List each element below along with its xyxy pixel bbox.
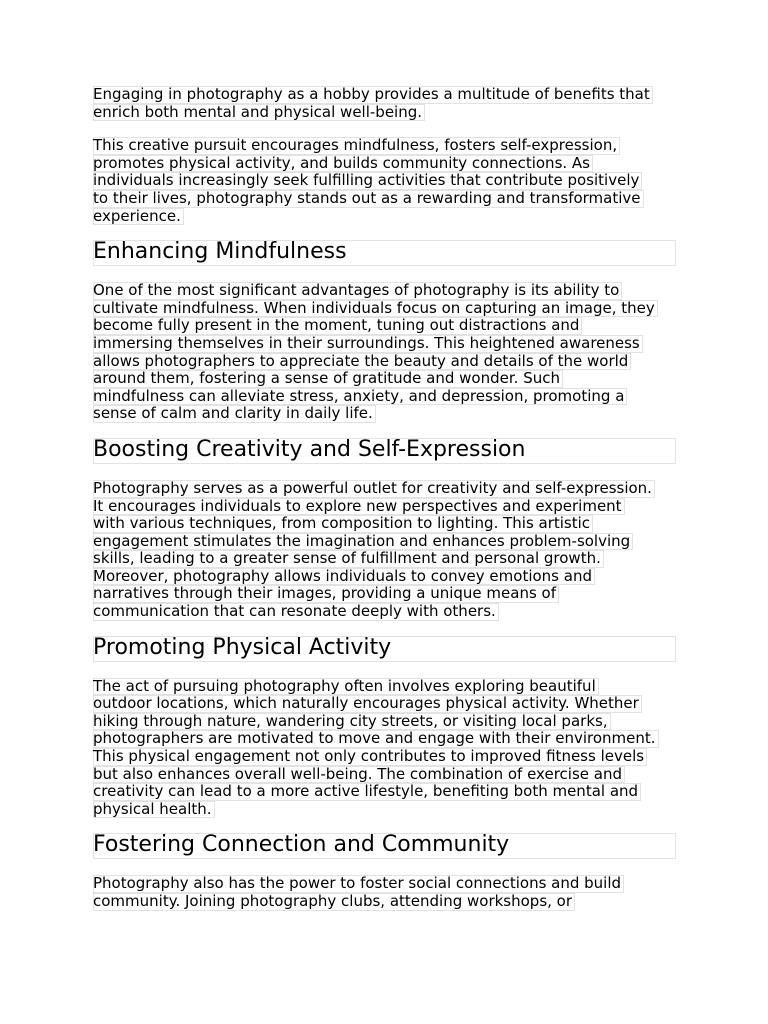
text-line: immersing themselves in their surroundings. This heightened awareness	[93, 335, 643, 353]
text-line: allows photographers to appreciate the beauty and details of the world	[93, 353, 631, 371]
text-line: around them, fostering a sense of gratitude and wonder. Such	[93, 370, 563, 388]
text-line: hiking through nature, wandering city streets, or visiting local parks,	[93, 713, 611, 731]
text-line: This physical engagement not only contributes to improved fitness levels	[93, 748, 647, 766]
section-paragraph-creativity	[93, 480, 676, 621]
intro-paragraph-2	[93, 137, 676, 225]
text-line: One of the most significant advantages of photography is its ability to	[93, 282, 622, 300]
text-line: enrich both mental and physical well-being.	[93, 104, 425, 122]
text-line: This creative pursuit encourages mindfulness, fosters self-expression,	[93, 137, 620, 155]
section-heading-community: Fostering Connection and Community	[93, 833, 676, 859]
text-line: Photography also has the power to foster social connections and build	[93, 875, 624, 893]
text-line: communication that can resonate deeply with others.	[93, 603, 499, 621]
text-line: community. Joining photography clubs, attending workshops, or	[93, 893, 575, 911]
text-line: Photography serves as a powerful outlet for creativity and self-expression.	[93, 480, 655, 498]
text-line: promotes physical activity, and builds community connections. As	[93, 155, 593, 173]
text-line: engagement stimulates the imagination and enhances problem-solving	[93, 533, 633, 551]
text-line: creativity can lead to a more active lifestyle, benefiting both mental and	[93, 783, 641, 801]
text-line: with various techniques, from composition to lighting. This artistic	[93, 515, 593, 533]
text-line: The act of pursuing photography often involves exploring beautiful	[93, 678, 599, 696]
text-line: photographers are motivated to move and engage with their environment.	[93, 730, 659, 748]
text-line: outdoor locations, which naturally encourages physical activity. Whether	[93, 695, 642, 713]
text-line: sense of calm and clarity in daily life.	[93, 405, 376, 423]
section-paragraph-community	[93, 875, 676, 910]
text-line: Engaging in photography as a hobby provides a multitude of benefits that	[93, 86, 653, 104]
text-line: mindfulness can alleviate stress, anxiety, and depression, promoting a	[93, 388, 627, 406]
section-heading-physical-activity: Promoting Physical Activity	[93, 636, 676, 662]
intro-paragraph-1	[93, 86, 676, 121]
text-line: Moreover, photography allows individuals to convey emotions and	[93, 568, 595, 586]
text-line: become fully present in the moment, tuning out distractions and	[93, 317, 582, 335]
document-content	[93, 86, 676, 911]
text-line: individuals increasingly seek fulfilling activities that contribute positively	[93, 172, 642, 190]
text-line: physical health.	[93, 801, 215, 819]
section-paragraph-mindfulness	[93, 282, 676, 423]
text-line: It encourages individuals to explore new perspectives and experiment	[93, 498, 625, 516]
text-line: experience.	[93, 208, 184, 226]
section-heading-creativity: Boosting Creativity and Self-Expression	[93, 438, 676, 464]
section-paragraph-physical-activity	[93, 678, 676, 819]
text-line: skills, leading to a greater sense of fulfillment and personal growth.	[93, 550, 604, 568]
text-line: narratives through their images, providing a unique means of	[93, 585, 559, 603]
section-heading-mindfulness: Enhancing Mindfulness	[93, 240, 676, 266]
text-line: but also enhances overall well-being. The combination of exercise and	[93, 766, 625, 784]
text-line: to their lives, photography stands out as a rewarding and transformative	[93, 190, 644, 208]
text-line: cultivate mindfulness. When individuals focus on capturing an image, they	[93, 300, 658, 318]
